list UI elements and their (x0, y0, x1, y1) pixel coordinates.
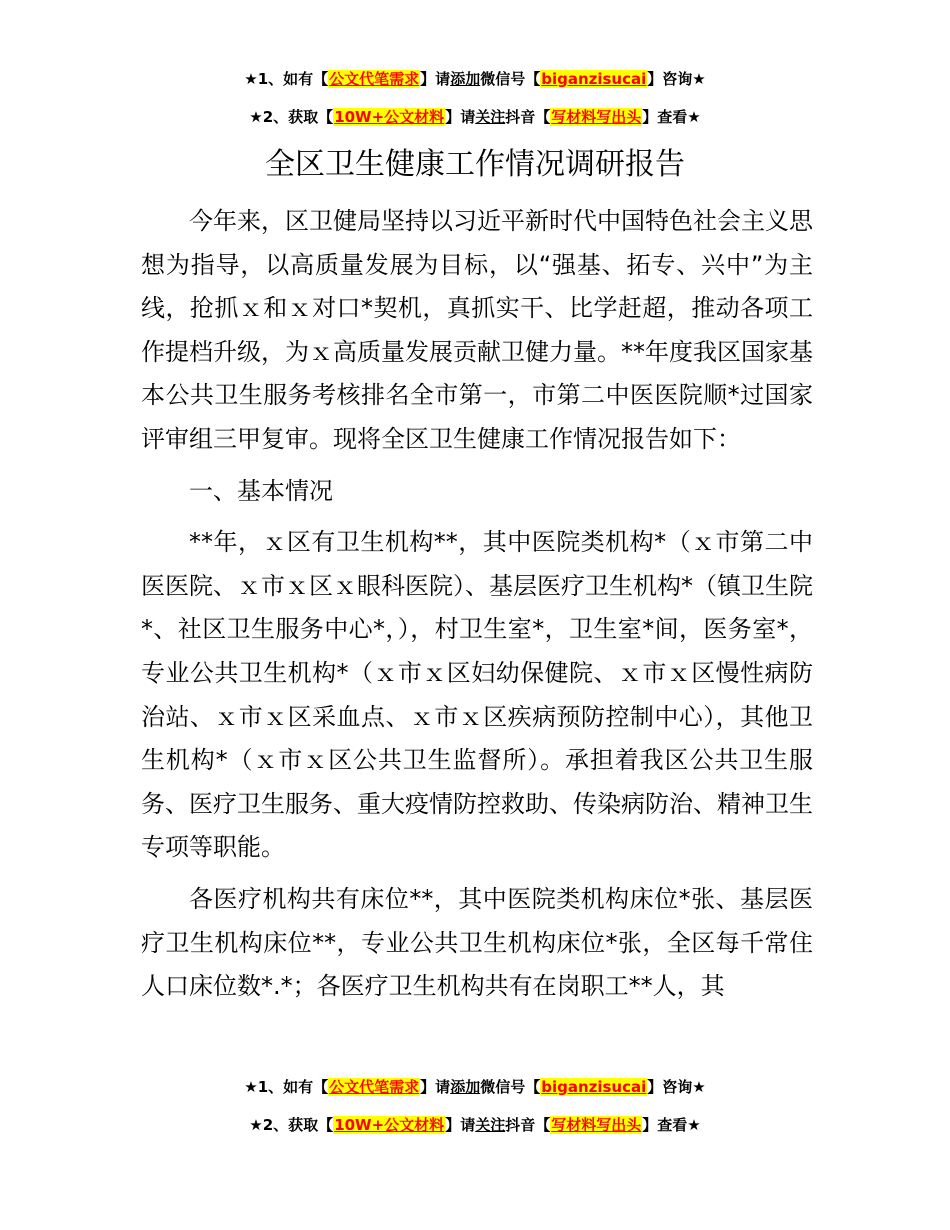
banner-text: 】咨询★ (647, 1078, 706, 1096)
banner-text: 】请 (445, 1116, 476, 1134)
banner-text: 】查看★ (642, 1116, 701, 1134)
banner-highlight: 公文代笔需求 (329, 70, 420, 88)
banner-text: 微信号【 (480, 1078, 541, 1096)
paragraph-beds-staff: 各医疗机构共有床位**，其中医院类机构床位*张、基层医疗卫生机构床位**，专业公共卫生机构床位*张，全区每千常住人口床位数*.*；各医疗卫生机构共有在岗职工**人，其 (141, 884, 813, 1001)
banner-emphasis: 添加 (450, 1078, 481, 1096)
banner-text: 】请 (420, 1078, 451, 1096)
bottom-banner-line-1 (0, 1076, 950, 1098)
banner-emphasis: 关注 (475, 1116, 506, 1134)
banner-text: ★2、获取【 (249, 1116, 334, 1134)
banner-emphasis: 添加 (450, 70, 481, 88)
banner-text: 】查看★ (642, 108, 701, 126)
bottom-banner-line-2 (0, 1114, 950, 1136)
banner-text: 抖音【 (505, 108, 551, 126)
section-heading: 一、基本情况 (189, 476, 333, 505)
banner-text: ★2、获取【 (249, 108, 334, 126)
banner-highlight: 10W+公文材料 (334, 1116, 445, 1134)
banner-emphasis: 关注 (475, 108, 506, 126)
banner-highlight: 10W+公文材料 (334, 108, 445, 126)
banner-text: ★1、如有【 (244, 70, 329, 88)
banner-highlight: 公文代笔需求 (329, 1078, 420, 1096)
wechat-id-highlight: biganzisucai (541, 70, 647, 88)
banner-text: 】请 (420, 70, 451, 88)
banner-text: 】咨询★ (647, 70, 706, 88)
top-banner-line-1 (0, 68, 950, 90)
douyin-highlight: 写材料写出头 (551, 108, 642, 126)
banner-text: 微信号【 (480, 70, 541, 88)
wechat-id-highlight: biganzisucai (541, 1078, 647, 1096)
paragraph-basic-info: **年，ｘ区有卫生机构**，其中医院类机构*（ｘ市第二中医医院、ｘ市ｘ区ｘ眼科医院）、基层医疗卫生机构*（镇卫生院*、社区卫生服务中心*，），村卫生室*，卫生室*间，医务室*，专业公共卫生机构*（ｘ市ｘ区妇幼保健院、ｘ市ｘ区慢性病防治站、ｘ市ｘ区采血点、ｘ市ｘ区疾病预防控制中心），其他卫生机构*（ｘ市ｘ区公共卫生监督所）。承担着我区公共卫生服务、医疗卫生服务、重大疫情防控救助、传染病防治、精神卫生专项等职能。 (141, 528, 813, 862)
top-banner-line-2 (0, 106, 950, 128)
banner-text: 抖音【 (505, 1116, 551, 1134)
document-body (141, 200, 813, 1009)
douyin-highlight: 写材料写出头 (551, 1116, 642, 1134)
banner-text: 】请 (445, 108, 476, 126)
document-title: 全区卫生健康工作情况调研报告 (265, 147, 685, 182)
paragraph-intro: 今年来，区卫健局坚持以习近平新时代中国特色社会主义思想为指导，以高质量发展为目标，以“强基、拓专、兴中”为主线，抢抓ｘ和ｘ对口*契机，真抓实干、比学赶超，推动各项工作提档升级，为ｘ高质量发展贡献卫健力量。**年度我区国家基本公共卫生服务考核排名全市第一，市第二中医医院顺*过国家评审组三甲复审。现将全区卫生健康工作情况报告如下： (141, 207, 813, 453)
banner-text: ★1、如有【 (244, 1078, 329, 1096)
